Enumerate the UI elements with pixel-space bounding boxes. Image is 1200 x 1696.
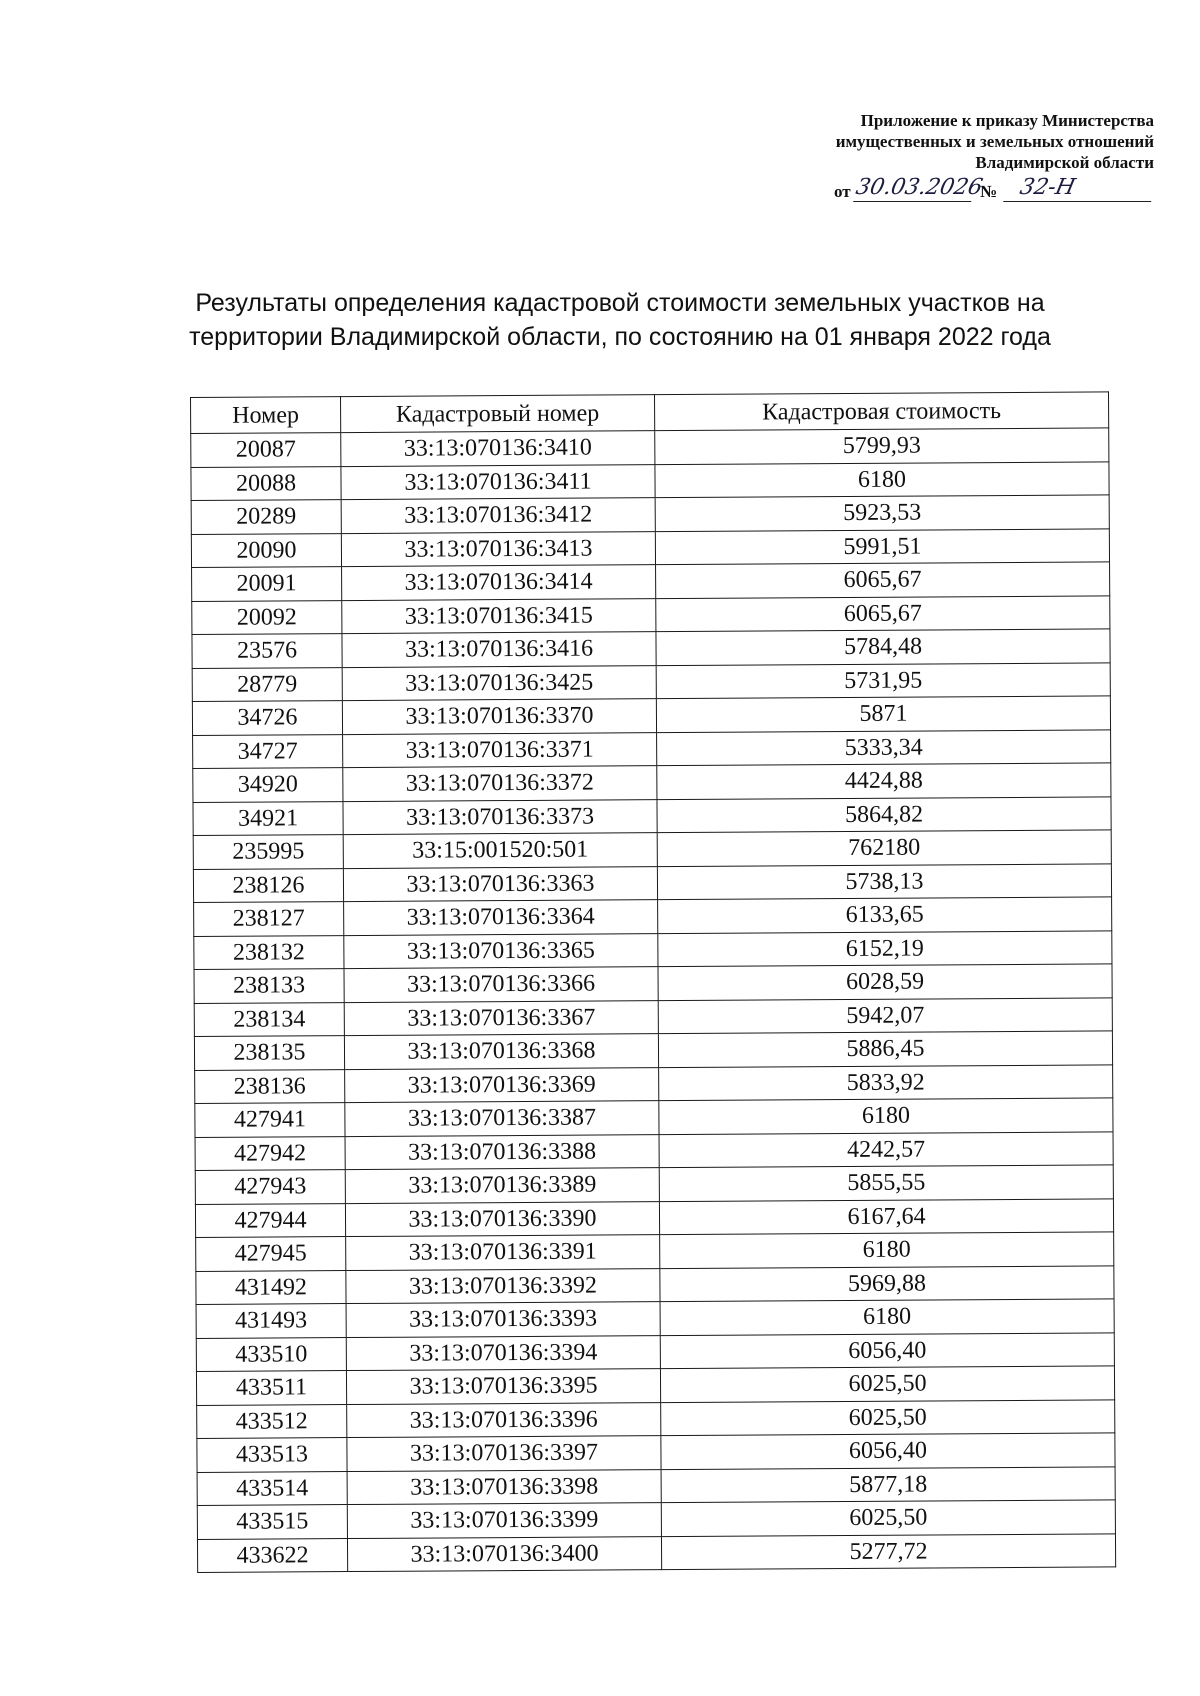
cell-cadastral-value: 5942,07 xyxy=(658,997,1112,1033)
cell-number: 238132 xyxy=(194,935,344,969)
cell-number: 238134 xyxy=(194,1002,344,1036)
cell-cadastral-number: 33:13:070136:3371 xyxy=(343,732,657,767)
cell-cadastral-value: 6133,65 xyxy=(658,897,1112,933)
table-row xyxy=(197,1466,1115,1505)
cell-number: 34727 xyxy=(193,734,343,768)
table-row xyxy=(193,763,1111,802)
cell-number: 34921 xyxy=(193,801,343,835)
table-row xyxy=(193,729,1111,768)
table-row xyxy=(192,662,1110,701)
table-row xyxy=(196,1299,1114,1338)
cell-cadastral-value: 5991,51 xyxy=(655,528,1109,564)
cell-number: 34920 xyxy=(193,768,343,802)
table-header-row xyxy=(191,392,1109,434)
appendix-line-1: Приложение к приказу Министерства xyxy=(860,111,1154,130)
cell-cadastral-number: 33:13:070136:3410 xyxy=(341,431,655,466)
cell-cadastral-value: 5864,82 xyxy=(657,796,1111,832)
cell-cadastral-number: 33:13:070136:3396 xyxy=(347,1402,661,1437)
cell-number: 235995 xyxy=(193,835,343,869)
cell-number: 238127 xyxy=(194,902,344,936)
cell-cadastral-value: 5731,95 xyxy=(656,662,1110,698)
document-title xyxy=(170,286,1070,354)
cell-cadastral-value: 6180 xyxy=(659,1098,1113,1134)
table-row xyxy=(193,796,1111,835)
cell-number: 433514 xyxy=(197,1471,347,1505)
cell-cadastral-number: 33:13:070136:3411 xyxy=(341,464,655,499)
cell-cadastral-number: 33:13:070136:3387 xyxy=(345,1101,659,1136)
cell-cadastral-number: 33:13:070136:3388 xyxy=(345,1134,659,1169)
table-row xyxy=(194,997,1112,1036)
header-cadastral-value: Кадастровая стоимость xyxy=(654,392,1108,431)
cell-cadastral-number: 33:13:070136:3373 xyxy=(343,799,657,834)
cell-number: 20091 xyxy=(192,567,342,601)
cell-cadastral-number: 33:13:070136:3397 xyxy=(347,1436,661,1471)
cell-number: 433511 xyxy=(196,1371,346,1405)
table-row xyxy=(194,930,1112,969)
table-row xyxy=(192,696,1110,735)
cell-cadastral-value: 5333,34 xyxy=(657,729,1111,765)
cell-cadastral-value: 5799,93 xyxy=(655,428,1109,464)
cell-cadastral-number: 33:13:070136:3365 xyxy=(344,933,658,968)
cell-cadastral-number: 33:13:070136:3368 xyxy=(344,1034,658,1069)
cell-cadastral-number: 33:13:070136:3399 xyxy=(347,1503,661,1538)
cell-cadastral-value: 6065,67 xyxy=(656,595,1110,631)
table-row xyxy=(192,629,1110,668)
handwritten-order-number: 32-Н xyxy=(1003,175,1157,202)
table-row xyxy=(191,461,1109,500)
table-row xyxy=(196,1366,1114,1405)
cell-number: 20092 xyxy=(192,600,342,634)
table-row xyxy=(194,964,1112,1003)
cell-number: 20289 xyxy=(191,500,341,534)
cell-cadastral-number: 33:13:070136:3389 xyxy=(345,1168,659,1203)
table-row xyxy=(194,1031,1112,1070)
cell-number: 427943 xyxy=(195,1170,345,1204)
table-row xyxy=(194,897,1112,936)
cell-cadastral-number: 33:13:070136:3369 xyxy=(345,1067,659,1102)
cell-number: 238135 xyxy=(194,1036,344,1070)
cell-cadastral-value: 5738,13 xyxy=(657,863,1111,899)
cell-cadastral-value: 6025,50 xyxy=(661,1500,1115,1536)
cell-number: 431492 xyxy=(196,1270,346,1304)
table-row xyxy=(196,1332,1114,1371)
cell-cadastral-number: 33:13:070136:3398 xyxy=(347,1469,661,1504)
handwritten-date: 30.03.2026 xyxy=(853,175,985,200)
cell-cadastral-value: 6180 xyxy=(660,1232,1114,1268)
cell-cadastral-value: 5871 xyxy=(656,696,1110,732)
from-label: от xyxy=(834,182,851,201)
cell-cadastral-number: 33:13:070136:3425 xyxy=(342,665,656,700)
title-line-2: территории Владимирской области, по состоянию на 01 января 2022 года xyxy=(189,323,1051,351)
cell-cadastral-number: 33:13:070136:3391 xyxy=(346,1235,660,1270)
table-row xyxy=(195,1098,1113,1137)
cell-cadastral-number: 33:13:070136:3414 xyxy=(342,565,656,600)
cell-cadastral-number: 33:13:070136:3367 xyxy=(344,1000,658,1035)
cell-number: 427944 xyxy=(195,1203,345,1237)
cell-cadastral-number: 33:13:070136:3393 xyxy=(346,1302,660,1337)
cell-cadastral-number: 33:13:070136:3394 xyxy=(346,1335,660,1370)
number-label: № xyxy=(980,182,998,201)
cell-cadastral-number: 33:13:070136:3395 xyxy=(346,1369,660,1404)
cell-cadastral-value: 5886,45 xyxy=(658,1031,1112,1067)
cell-cadastral-number: 33:13:070136:3415 xyxy=(342,598,656,633)
cell-cadastral-number: 33:15:001520:501 xyxy=(343,833,657,868)
cell-number: 427945 xyxy=(196,1237,346,1271)
cell-number: 238133 xyxy=(194,969,344,1003)
appendix-header xyxy=(734,110,1154,173)
cell-cadastral-number: 33:13:070136:3372 xyxy=(343,766,657,801)
table-row xyxy=(197,1533,1115,1572)
cell-cadastral-value: 6180 xyxy=(660,1299,1114,1335)
cell-cadastral-value: 5969,88 xyxy=(660,1265,1114,1301)
cell-number: 238136 xyxy=(195,1069,345,1103)
cell-cadastral-number: 33:13:070136:3370 xyxy=(342,699,656,734)
cell-number: 433510 xyxy=(196,1337,346,1371)
table-row xyxy=(197,1500,1115,1539)
table-row xyxy=(193,830,1111,869)
cell-number: 28779 xyxy=(192,667,342,701)
cell-cadastral-value: 6056,40 xyxy=(660,1332,1114,1368)
table-row xyxy=(195,1165,1113,1204)
cell-cadastral-value: 4242,57 xyxy=(659,1131,1113,1167)
cell-cadastral-value: 6152,19 xyxy=(658,930,1112,966)
cell-cadastral-value: 762180 xyxy=(657,830,1111,866)
table-row xyxy=(197,1433,1115,1472)
table-row xyxy=(191,428,1109,467)
appendix-line-2: имущественных и земельных отношений xyxy=(835,132,1154,151)
table-row xyxy=(191,528,1109,567)
cell-cadastral-value: 6056,40 xyxy=(661,1433,1115,1469)
cell-cadastral-value: 6167,64 xyxy=(659,1198,1113,1234)
table-row xyxy=(192,595,1110,634)
table-row xyxy=(195,1198,1113,1237)
table-row xyxy=(196,1265,1114,1304)
cell-cadastral-value: 6065,67 xyxy=(656,562,1110,598)
appendix-line-3: Владимирской области xyxy=(975,153,1154,172)
cell-cadastral-number: 33:13:070136:3363 xyxy=(343,866,657,901)
cell-number: 433513 xyxy=(197,1438,347,1472)
cell-cadastral-value: 6025,50 xyxy=(660,1366,1114,1402)
cell-cadastral-number: 33:13:070136:3413 xyxy=(341,531,655,566)
cell-number: 238126 xyxy=(193,868,343,902)
cell-cadastral-number: 33:13:070136:3412 xyxy=(341,498,655,533)
table-row xyxy=(196,1232,1114,1271)
cell-number: 433512 xyxy=(197,1404,347,1438)
cell-cadastral-number: 33:13:070136:3416 xyxy=(342,632,656,667)
cell-cadastral-value: 6025,50 xyxy=(661,1399,1115,1435)
cell-cadastral-value: 5784,48 xyxy=(656,629,1110,665)
cell-number: 20090 xyxy=(191,533,341,567)
table-row xyxy=(197,1399,1115,1438)
cell-cadastral-value: 5877,18 xyxy=(661,1466,1115,1502)
cell-number: 23576 xyxy=(192,634,342,668)
cell-number: 433622 xyxy=(197,1538,347,1572)
cadastral-value-table xyxy=(190,391,1116,1573)
cell-cadastral-value: 5277,72 xyxy=(661,1533,1115,1569)
cell-number: 34726 xyxy=(192,701,342,735)
cell-cadastral-value: 5833,92 xyxy=(659,1064,1113,1100)
cell-number: 427941 xyxy=(195,1103,345,1137)
cell-cadastral-number: 33:13:070136:3390 xyxy=(345,1201,659,1236)
table-row xyxy=(193,863,1111,902)
cell-number: 431493 xyxy=(196,1304,346,1338)
cell-cadastral-value: 4424,88 xyxy=(657,763,1111,799)
cell-number: 20087 xyxy=(191,433,341,467)
title-line-1: Результаты определения кадастровой стоимости земельных участков на xyxy=(195,289,1045,317)
table-row xyxy=(195,1131,1113,1170)
cell-cadastral-value: 5855,55 xyxy=(659,1165,1113,1201)
cell-cadastral-number: 33:13:070136:3400 xyxy=(347,1536,661,1571)
cell-number: 20088 xyxy=(191,466,341,500)
header-number: Номер xyxy=(191,397,341,434)
cell-cadastral-value: 5923,53 xyxy=(655,495,1109,531)
order-reference xyxy=(834,176,1154,204)
cell-number: 433515 xyxy=(197,1505,347,1539)
table-row xyxy=(191,495,1109,534)
cell-cadastral-number: 33:13:070136:3392 xyxy=(346,1268,660,1303)
header-cadastral-number: Кадастровый номер xyxy=(341,395,655,433)
cell-cadastral-number: 33:13:070136:3366 xyxy=(344,967,658,1002)
cell-cadastral-value: 6028,59 xyxy=(658,964,1112,1000)
cadastral-table-wrapper xyxy=(190,391,1115,1573)
table-row xyxy=(195,1064,1113,1103)
cell-cadastral-number: 33:13:070136:3364 xyxy=(344,900,658,935)
cell-cadastral-value: 6180 xyxy=(655,461,1109,497)
table-row xyxy=(192,562,1110,601)
cell-number: 427942 xyxy=(195,1136,345,1170)
